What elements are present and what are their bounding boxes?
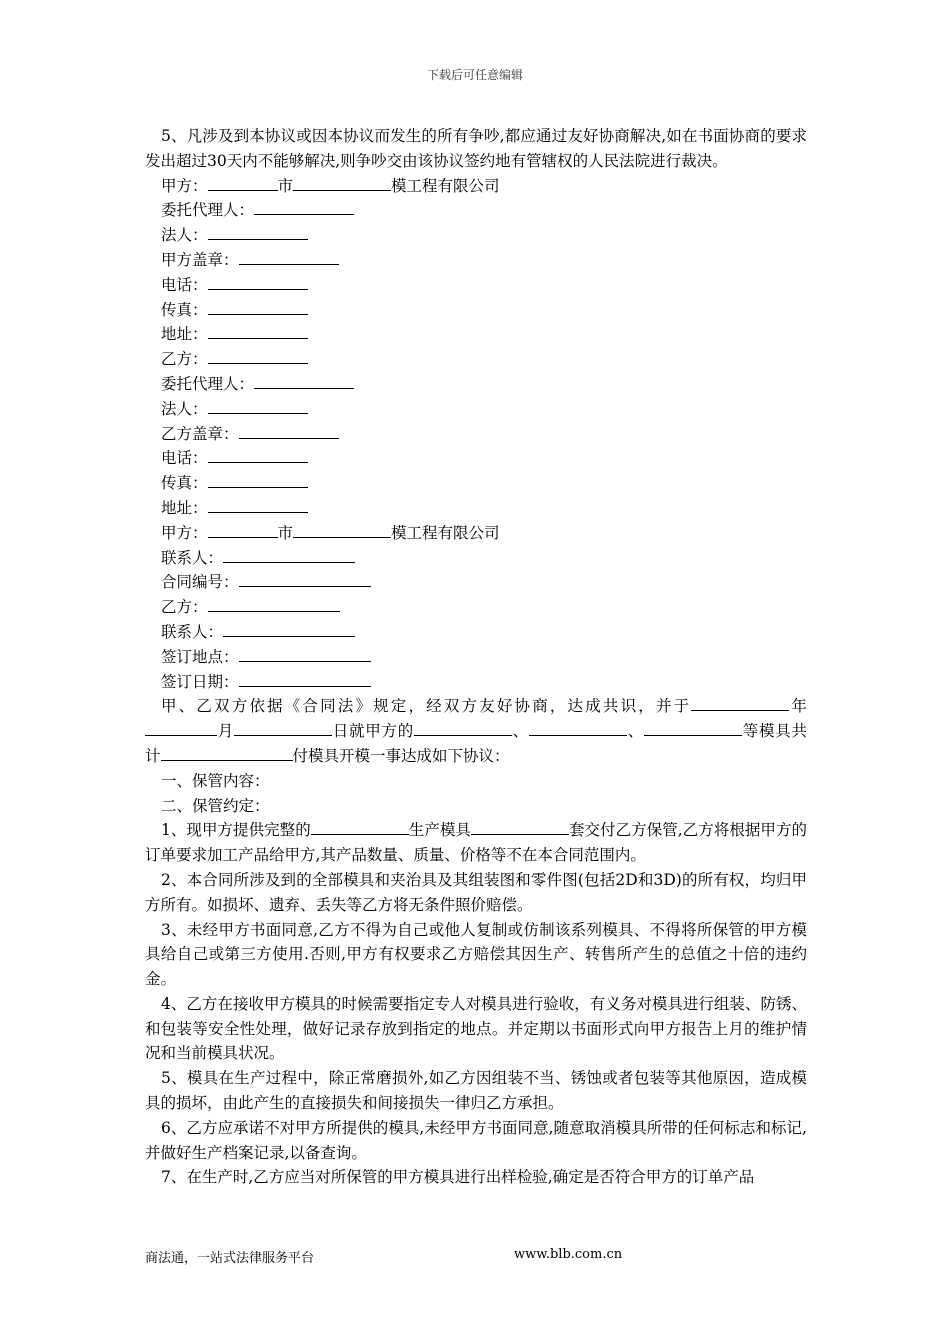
document-body bbox=[145, 124, 807, 1190]
intro-paragraph bbox=[145, 694, 807, 768]
footer-brand: 商法通，一站式法律服务平台 bbox=[145, 1251, 315, 1266]
label: 模工程有限公司 bbox=[391, 176, 500, 195]
head-place-line bbox=[145, 645, 807, 670]
blank-field bbox=[311, 818, 409, 835]
label: 乙方： bbox=[161, 350, 208, 369]
label: 委托代理人： bbox=[161, 374, 255, 393]
head-contact-line bbox=[145, 546, 807, 571]
blank-field bbox=[208, 397, 308, 414]
head-contract-no-line bbox=[145, 570, 807, 595]
sig-legal-line-2 bbox=[145, 397, 807, 422]
blank-field bbox=[293, 521, 391, 538]
label: 联系人： bbox=[161, 548, 224, 567]
blank-field bbox=[223, 546, 355, 563]
blank-field bbox=[208, 471, 308, 488]
label: 市 bbox=[277, 523, 294, 542]
blank-field bbox=[145, 719, 217, 736]
label: 模工程有限公司 bbox=[391, 523, 500, 542]
section-heading-1: 一、保管内容： bbox=[161, 771, 270, 790]
label: 联系人： bbox=[161, 622, 224, 641]
blank-field bbox=[208, 496, 308, 513]
blank-field bbox=[293, 174, 391, 191]
blank-field bbox=[529, 719, 627, 736]
label: 签订日期： bbox=[161, 672, 239, 691]
blank-field bbox=[223, 620, 355, 637]
label: 电话： bbox=[161, 449, 208, 468]
blank-field bbox=[208, 273, 308, 290]
label: 乙方： bbox=[161, 598, 208, 617]
intro-text: 等模具共计 bbox=[145, 722, 807, 765]
label: 甲方： bbox=[161, 176, 208, 195]
blank-field bbox=[239, 570, 371, 587]
blank-field bbox=[644, 719, 742, 736]
sig-address-line-2 bbox=[145, 496, 807, 521]
blank-field bbox=[239, 422, 339, 439]
label: 地址： bbox=[161, 498, 208, 517]
blank-field bbox=[414, 719, 512, 736]
sig-jiafang-line bbox=[145, 174, 807, 199]
blank-field bbox=[691, 694, 789, 711]
sig-agent-line-2 bbox=[145, 372, 807, 397]
intro-text: 月 bbox=[217, 722, 234, 741]
item-text: 生产模具 bbox=[408, 821, 471, 840]
item-2: 2、本合同所涉及到的全部模具和夹治具及其组装图和零件图(包括2D和3D)的所有权，均归甲方所有。如损坏、遗弃、丢失等乙方将无条件照价赔偿。 bbox=[145, 870, 807, 914]
item-7: 7、在生产时,乙方应当对所保管的甲方模具进行出样检验,确定是否符合甲方的订单产品 bbox=[161, 1168, 755, 1187]
item-6: 6、乙方应承诺不对甲方所提供的模具,未经甲方书面同意,随意取消模具所带的任何标志和标记,并做好生产档案记录,以备查询。 bbox=[145, 1118, 807, 1162]
blank-field bbox=[254, 372, 354, 389]
sig-fax-line bbox=[145, 298, 807, 323]
head-jiafang-line bbox=[145, 521, 807, 546]
intro-text: 日就甲方的 bbox=[332, 722, 414, 741]
sig-seal-yi-line bbox=[145, 422, 807, 447]
blank-field bbox=[208, 347, 308, 364]
blank-field bbox=[208, 595, 340, 612]
blank-field bbox=[208, 446, 308, 463]
blank-field bbox=[208, 223, 308, 240]
sig-fax-line-2 bbox=[145, 471, 807, 496]
intro-text: 、 bbox=[511, 722, 529, 741]
footer-url[interactable]: www.blb.com.cn bbox=[514, 1247, 623, 1262]
blank-field bbox=[208, 174, 278, 191]
blank-field bbox=[254, 198, 354, 215]
sig-legal-line bbox=[145, 223, 807, 248]
intro-text: 甲、乙双方依据《合同法》规定，经双方友好协商，达成共识，并于 bbox=[161, 697, 692, 716]
head-yifang-line bbox=[145, 595, 807, 620]
blank-field bbox=[234, 719, 332, 736]
item-1 bbox=[145, 818, 807, 868]
intro-text: 年 bbox=[789, 697, 807, 716]
section-heading-2: 二、保管约定： bbox=[161, 796, 270, 815]
label: 乙方盖章： bbox=[161, 424, 239, 443]
intro-text: 、 bbox=[626, 722, 644, 741]
item-3: 3、未经甲方书面同意,乙方不得为自己或他人复制或仿制该系列模具、不得将所保管的甲方模具给自己或第三方使用.否则,甲方有权要求乙方赔偿其因生产、转售所产生的总值之十倍的违约金。 bbox=[145, 920, 807, 989]
blank-field bbox=[239, 670, 371, 687]
head-contact-line-2 bbox=[145, 620, 807, 645]
blank-field bbox=[471, 818, 569, 835]
label: 合同编号： bbox=[161, 573, 239, 592]
item-text: 1、现甲方提供完整的 bbox=[161, 821, 311, 840]
sig-phone-line-2 bbox=[145, 446, 807, 471]
label: 电话： bbox=[161, 275, 208, 294]
item-4: 4、乙方在接收甲方模具的时候需要指定专人对模具进行验收，有义务对模具进行组装、防锈、和包装等安全性处理，做好记录存放到指定的地点。并定期以书面形式向甲方报告上月的维护情况和当前模具状况。 bbox=[145, 994, 807, 1063]
label: 签订地点： bbox=[161, 647, 239, 666]
label: 委托代理人： bbox=[161, 201, 255, 220]
page-header: 下载后可任意编辑 bbox=[426, 68, 523, 82]
clause-dispute: 5、凡涉及到本协议或因本协议而发生的所有争吵,都应通过友好协商解决,如在书面协商的要求发出超过30天内不能够解决,则争吵交由该协议签约地有管辖权的人民法院进行裁决。 bbox=[145, 127, 807, 170]
head-date-line bbox=[145, 670, 807, 695]
sig-yifang-line bbox=[145, 347, 807, 372]
blank-field bbox=[208, 521, 278, 538]
intro-text: 付模具开模一事达成如下协议： bbox=[292, 746, 510, 765]
label: 传真： bbox=[161, 474, 208, 493]
sig-seal-jia-line bbox=[145, 248, 807, 273]
label: 甲方： bbox=[161, 523, 208, 542]
item-text: 套交付乙方保管,乙方将根据甲方的订单要求加工产品给甲方,其产品数量、质量、价格等不在本合同范围内。 bbox=[145, 821, 807, 865]
blank-field bbox=[161, 744, 293, 761]
sig-address-line bbox=[145, 322, 807, 347]
label: 地址： bbox=[161, 325, 208, 344]
sig-agent-line bbox=[145, 198, 807, 223]
sig-phone-line bbox=[145, 273, 807, 298]
blank-field bbox=[208, 298, 308, 315]
label: 法人： bbox=[161, 399, 208, 418]
item-5: 5、模具在生产过程中，除正常磨损外,如乙方因组装不当、锈蚀或者包装等其他原因，造成模具的损坏，由此产生的直接损失和间接损失一律归乙方承担。 bbox=[145, 1069, 807, 1113]
blank-field bbox=[239, 645, 371, 662]
label: 传真： bbox=[161, 300, 208, 319]
label: 法人： bbox=[161, 226, 208, 245]
blank-field bbox=[239, 248, 339, 265]
blank-field bbox=[208, 322, 308, 339]
label: 市 bbox=[277, 176, 294, 195]
label: 甲方盖章： bbox=[161, 250, 239, 269]
